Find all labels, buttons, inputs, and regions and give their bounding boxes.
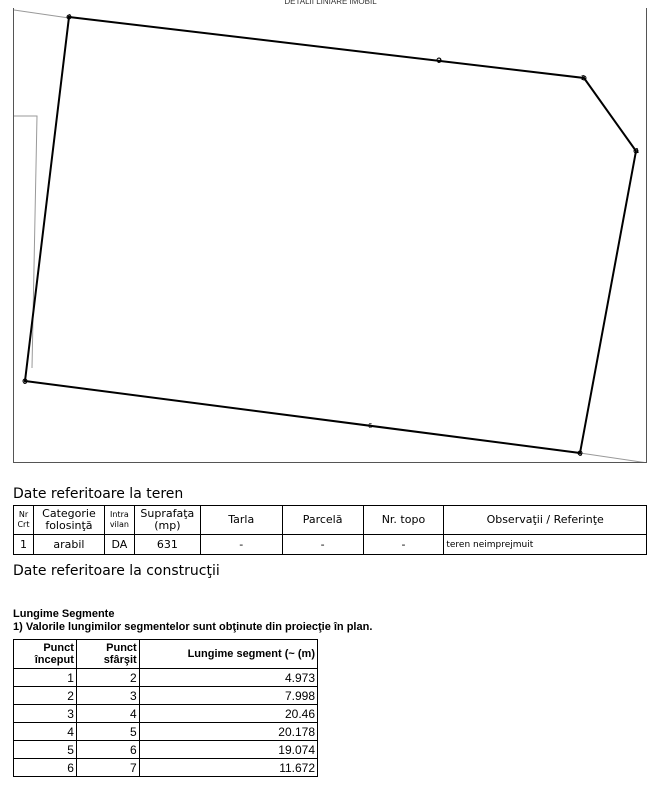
cell-end: 4 xyxy=(76,705,139,723)
cell-length: 20.46 xyxy=(139,705,317,723)
col-header-tarla: Tarla xyxy=(200,506,282,535)
segmente-header-row xyxy=(14,640,318,669)
point-label: 4 xyxy=(67,13,72,21)
cell-end: 2 xyxy=(76,669,139,687)
neighbor-line-left xyxy=(14,116,37,368)
cell-nr: 1 xyxy=(14,535,34,555)
col-header-categorie: Categorie folosinţă xyxy=(33,506,104,535)
cell-suprafata: 631 xyxy=(134,535,200,555)
cell-length: 4.973 xyxy=(139,669,317,687)
point-label: 6 xyxy=(368,422,373,430)
segmente-note: 1) Valorile lungimilor segmentelor sunt obţinute din proiecţie în plan. xyxy=(13,621,373,633)
cell-intravilan: DA xyxy=(104,535,134,555)
cell-length: 11.672 xyxy=(139,759,317,777)
segmente-table xyxy=(13,639,318,777)
teren-section-title: Date referitoare la teren xyxy=(13,486,184,502)
cell-parcela: - xyxy=(282,535,363,555)
table-row xyxy=(14,535,647,555)
cell-start: 4 xyxy=(14,723,77,741)
cell-length: 19.074 xyxy=(139,741,317,759)
neighbor-line-bottom xyxy=(580,453,647,463)
table-row xyxy=(14,669,318,687)
parcel-drawing xyxy=(14,8,647,463)
col-header-parcela: Parcelă xyxy=(282,506,363,535)
teren-header-row xyxy=(14,506,647,535)
cell-end: 7 xyxy=(76,759,139,777)
cell-start: 3 xyxy=(14,705,77,723)
table-row xyxy=(14,687,318,705)
table-row xyxy=(14,705,318,723)
col-header-intravilan: Intra vilan xyxy=(104,506,134,535)
cell-start: 5 xyxy=(14,741,77,759)
table-row xyxy=(14,759,318,777)
cell-start: 2 xyxy=(14,687,77,705)
col-header-punct-sfarsit: Punct sfârşit xyxy=(76,640,139,669)
plan-header: DETALII LINIARE IMOBIL xyxy=(284,0,377,6)
cell-tarla: - xyxy=(200,535,282,555)
cadastral-plan xyxy=(13,8,647,463)
col-header-nr-topo: Nr. topo xyxy=(363,506,444,535)
point-label: 1 xyxy=(635,147,640,155)
cell-end: 6 xyxy=(76,741,139,759)
neighbor-line-top xyxy=(14,10,69,18)
cell-start: 1 xyxy=(14,669,77,687)
col-header-nr: Nr Crt xyxy=(14,506,34,535)
cell-length: 7.998 xyxy=(139,687,317,705)
point-label: 5 xyxy=(23,378,28,386)
cell-start: 6 xyxy=(14,759,77,777)
cell-end: 5 xyxy=(76,723,139,741)
col-header-punct-inceput: Punct început xyxy=(14,640,77,669)
cell-observatii: teren neimprejmuit xyxy=(444,535,647,555)
col-header-lungime: Lungime segment (~ (m) xyxy=(139,640,317,669)
parcel-outline xyxy=(25,17,636,453)
segmente-title: Lungime Segmente xyxy=(13,608,115,620)
constructii-section-title: Date referitoare la construcţii xyxy=(13,563,220,579)
col-header-suprafata: Suprafaţa (mp) xyxy=(134,506,200,535)
table-row xyxy=(14,741,318,759)
cell-end: 3 xyxy=(76,687,139,705)
point-label: 2 xyxy=(581,74,586,82)
teren-table xyxy=(13,505,647,555)
cell-categorie: arabil xyxy=(33,535,104,555)
col-header-observatii: Observaţii / Referinţe xyxy=(444,506,647,535)
point-label: 6 xyxy=(578,450,583,458)
cell-length: 20.178 xyxy=(139,723,317,741)
cell-nr-topo: - xyxy=(363,535,444,555)
table-row xyxy=(14,723,318,741)
point-label: 3 xyxy=(437,57,442,65)
